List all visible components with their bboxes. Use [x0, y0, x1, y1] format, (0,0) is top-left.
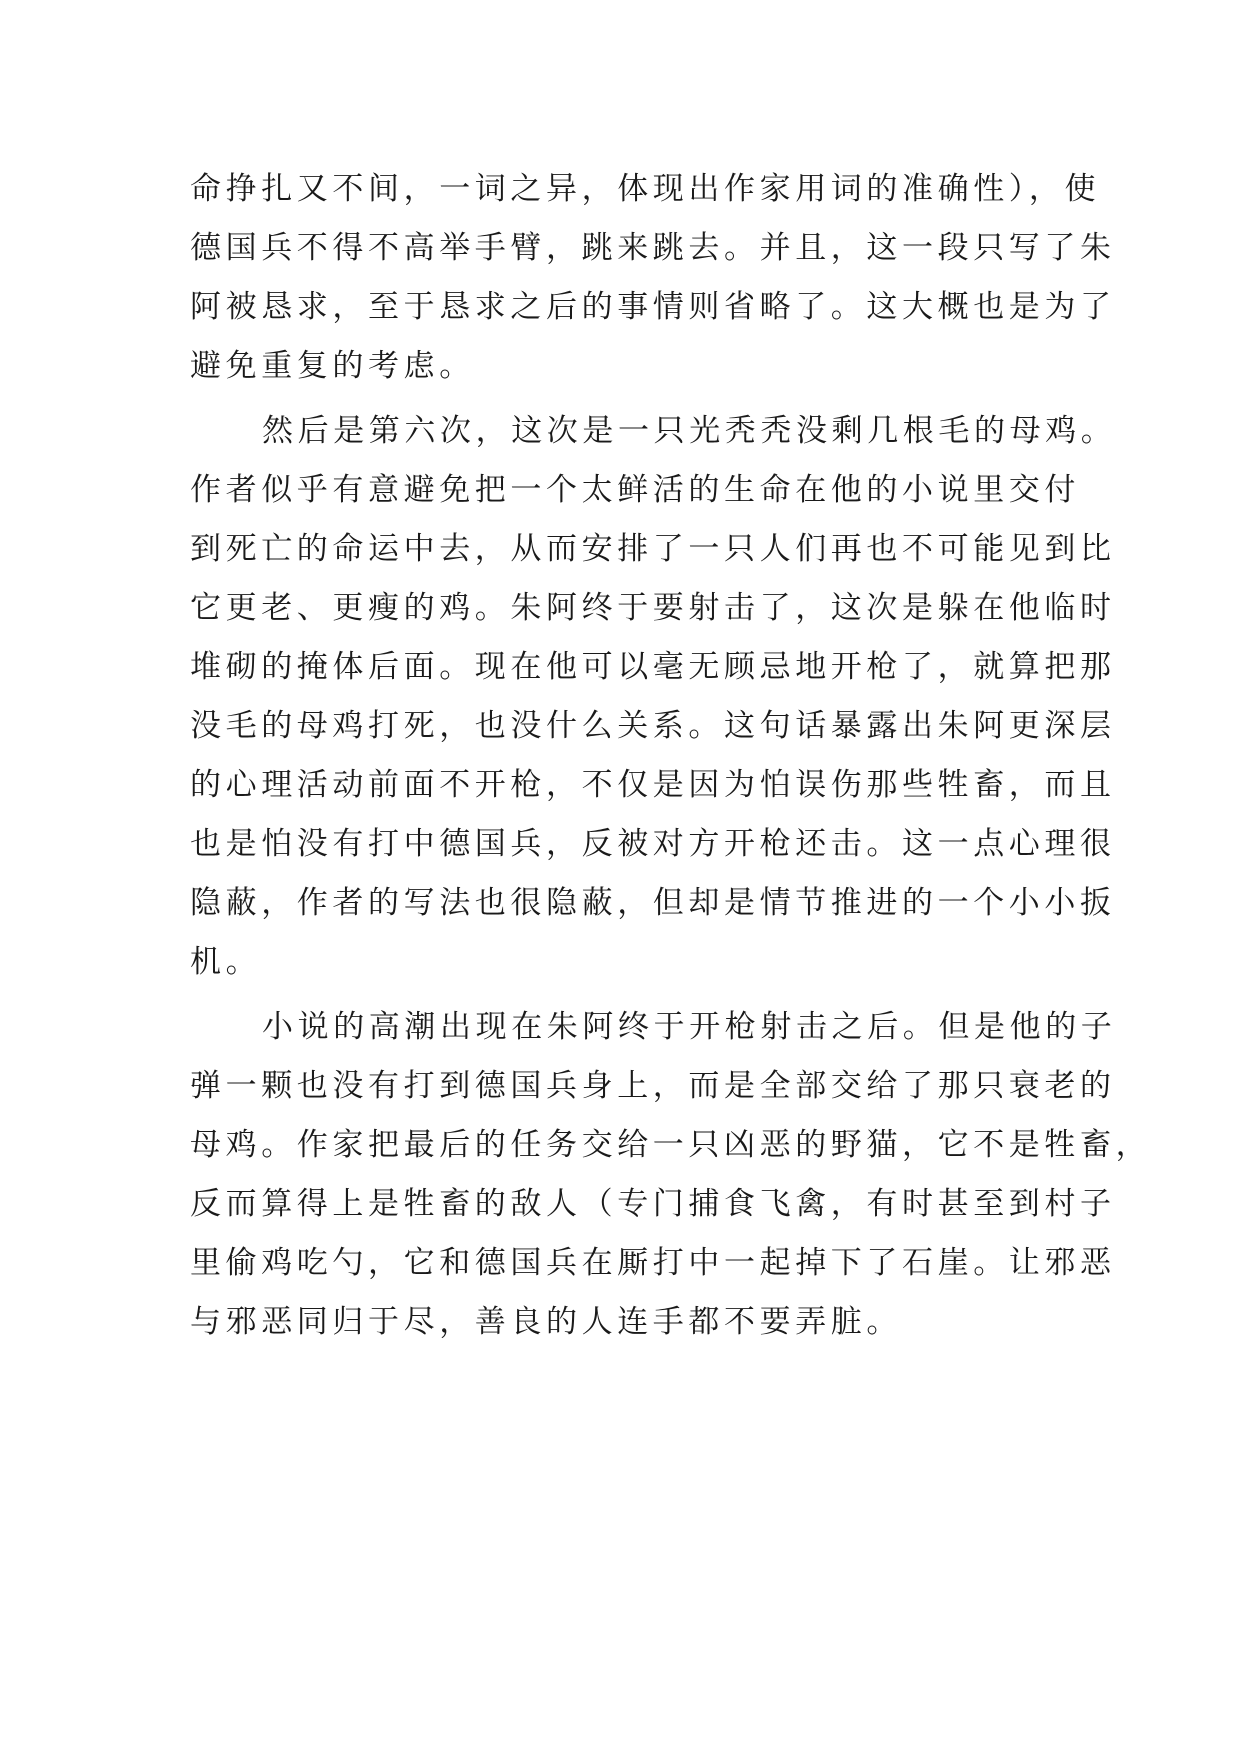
text-line: 机。	[190, 944, 262, 980]
text-line: 没毛的母鸡打死，也没什么关系。这句话暴露出朱阿更深层	[190, 708, 1116, 744]
body-text	[190, 160, 1152, 1358]
text-line: 它更老、更瘦的鸡。朱阿终于要射击了，这次是躲在他临时	[190, 590, 1116, 626]
text-line: 弹一颗也没有打到德国兵身上，而是全部交给了那只衰老的	[190, 1068, 1116, 1104]
text-line: 小说的高潮出现在朱阿终于开枪射击之后。但是他的子	[262, 1009, 1117, 1045]
text-line: 母鸡。作家把最后的任务交给一只凶恶的野猫，它不是牲畜，	[190, 1127, 1152, 1163]
text-line: 反而算得上是牲畜的敌人（专门捕食飞禽，有时甚至到村子	[190, 1186, 1116, 1222]
text-line: 隐蔽，作者的写法也很隐蔽，但却是情节推进的一个小小扳	[190, 885, 1116, 921]
text-line: 到死亡的命运中去，从而安排了一只人们再也不可能见到比	[190, 531, 1116, 567]
text-line: 堆砌的掩体后面。现在他可以毫无顾忌地开枪了，就算把那	[190, 649, 1116, 685]
text-line: 然后是第六次，这次是一只光秃秃没剩几根毛的母鸡。	[262, 413, 1117, 449]
text-line: 也是怕没有打中德国兵，反被对方开枪还击。这一点心理很	[190, 826, 1116, 862]
text-line: 作者似乎有意避免把一个太鲜活的生命在他的小说里交付	[190, 472, 1080, 508]
text-line: 的心理活动前面不开枪，不仅是因为怕误伤那些牲畜，而且	[190, 767, 1116, 803]
paragraph	[190, 402, 1117, 992]
text-line: 阿被恳求，至于恳求之后的事情则省略了。这大概也是为了	[190, 289, 1116, 325]
text-line: 里偷鸡吃勺，它和德国兵在厮打中一起掉下了石崖。让邪恶	[190, 1245, 1116, 1281]
text-line: 与邪恶同归于尽，善良的人连手都不要弄脏。	[190, 1304, 902, 1340]
text-line: 避免重复的考虑。	[190, 348, 475, 384]
text-line: 德国兵不得不高举手臂，跳来跳去。并且，这一段只写了朱	[190, 230, 1116, 266]
paragraph	[190, 160, 1116, 396]
paragraph	[190, 998, 1152, 1352]
text-line: 命挣扎又不间，一词之异，体现出作家用词的准确性），使	[190, 171, 1101, 207]
